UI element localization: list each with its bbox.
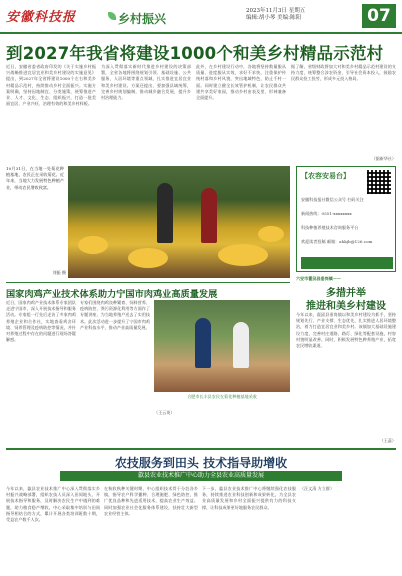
chicken-farm-photo	[154, 300, 290, 392]
article2-body: 近日，国家肉鸡产业技术体系专家团队走进宁国市，深入开展技术指导和服务活动。专家组一行先后走访了多家肉鸡养殖企业和合作社，实地查看鸡舍环境、饲养管理及疫病防控等情况，并针对养殖过程中存在的问题进行现场答疑解惑。	[6, 300, 76, 343]
lead-column-1: 近日，安徽省委省政府印发的《关于实施乡村振兴战略推进宜居宜业和美乡村建设的实施意见》提出，到2027年全省将建设1000个左右和美乡村精品示范村，持续推动乡村全面振兴。实施方案明确，坚持因地制宜、分类施策，统筹推进产业、人才、文化、生态、组织振兴，打造一批美丽宜居、产业兴旺、治理有效的和美乡村样板。	[6, 64, 96, 107]
article3-title-line2: 推进和美乡村建设	[306, 301, 386, 312]
info-panel-footer-bar	[301, 257, 393, 269]
article2-more: （王云英）	[154, 410, 175, 415]
info-line-2: 新闻热线：0551-xxxxxxxx	[301, 211, 352, 216]
page-number: 07	[362, 4, 396, 28]
info-panel	[296, 166, 396, 272]
bottom-column-3: 下一步，歙县农业技术推广中心将继续强化农技服务，持续推进农业科技创新和成果转化，为全县农业高质量发展和乡村全面振兴提供有力的科技支撑，让科技成果更好地服务农民群众。	[202, 486, 296, 510]
lead-credit: （据新华社）	[371, 156, 396, 161]
photo-credit: 刘振 摄	[52, 270, 66, 275]
lead-column-3: 此外，在乡村建设行动中，各地将坚持数量服从质量、进度服从实效，求好不求快，注重保护传统村落和乡村风貌，突出地域特色，防止千村一面。同时建立健全长效管护机制，让农民群众共建共享美好家园，推动乡村由表及里、形神兼备全面提升。	[196, 64, 286, 101]
info-line-1: 安徽科技报社微信公众号 扫码关注	[301, 197, 364, 202]
banner-rule	[6, 448, 396, 450]
lead-column-4: 据了解，省级财政将加大对和美乡村精品示范村建设的支持力度，统筹整合涉农资金，引导社会资本投入，鼓励农民群众投工投劳，形成多元投入格局。	[291, 64, 396, 82]
newspaper-logo: 安徽科技报	[6, 10, 77, 25]
chrysanthemum-harvest-photo	[68, 166, 290, 278]
photo-caption: 合肥市长丰县农民在菊花种植基地采收	[187, 394, 257, 399]
article3-body: 今年以来，霍邱县垂岗镇以和美乡村建设为抓手，坚持规划先行、产业支撑、生态优先，扎实推进人居环境整治，着力打造宜居宜业和美乡村。该镇加大基础设施建设力度，完善村庄道路、路灯、绿化等配套设施，村容村貌明显改善。同时，积极发展特色种养殖产业，拓宽农民增收渠道。	[296, 312, 396, 349]
info-panel-header: 【农容安易台】	[301, 172, 350, 180]
lead-headline: 到2027年我省将建设1000个和美乡村精品示范村	[6, 44, 384, 63]
issue-editors: 编辑:胡小琴 美编:陈阳	[246, 15, 301, 21]
issue-date: 2023年11月3日 星期五	[246, 8, 306, 14]
photo-intro-text: 10月31日，在当地一处菊花种植基地，农民正在采收菊花。近年来，当地大力发展特色种植产业，带动农民增收致富。	[6, 166, 64, 190]
info-line-4: 欢迎读者投稿 邮箱：ahkjb@126.com	[301, 239, 373, 244]
info-line-3: 科技种植养殖技术咨询服务平台	[301, 225, 359, 230]
article3-credit: （王蕊）	[379, 438, 396, 443]
bottom-column-4: （汪文清 方立群）	[300, 486, 335, 491]
bottom-column-2: 在秋收秋种关键时期，中心组织技术骨干分赴各乡镇，指导农户科学播种、合理施肥、绿色防控，推广优良品种和先进适用技术，提高农业生产效益。同时加强农业社会化服务体系建设，扶持壮大新型农业经营主体。	[104, 486, 198, 516]
bottom-column-1: 今年以来，歙县农业技术推广中心深入贯彻落实乡村振兴战略部署，组织农技人员深入田间地头，开展技术指导和服务，及时解决农民生产中遇到的难题，助力粮食稳产增收。中心采取集中培训与田间指导相结合的方式，累计开展各类培训班数十期，受益农户数千人次。	[6, 486, 100, 523]
article3-title-line1: 多措并举	[326, 288, 366, 299]
issue-meta	[246, 8, 358, 22]
article3-kicker: 六安市霍邱县垂岗镇——	[296, 276, 342, 281]
lead-column-2: 为深入贯彻落实新时代推进乡村建设的决策部署，全省各地将围绕规划引领、基础设施、公共服务、人居环境等重点领域，扎实推进宜居宜业和美乡村建设。方案还提出，要加强县域统筹，完善乡村规划编制，推动城乡融合发展，提升乡村治理能力。	[101, 64, 191, 101]
divider	[6, 282, 290, 283]
section-title: 乡村振兴	[118, 12, 167, 26]
qr-code	[367, 170, 391, 194]
article2-title: 国家肉鸡产业技术体系助力宁国市肉鸡业高质量发展	[6, 289, 218, 300]
article2-body-2: 专家们围绕肉鸡良种繁育、饲料营养、疫病防控、粪污资源化利用等方面作了专题讲座，为当地养殖户送去了实用技术。此次活动进一步提升了宁国市肉鸡产业科技水平，推动产业高质量发展。	[80, 300, 150, 330]
banner-subtitle: 歙县农业技术推广中心助力全县农业高质量发展	[137, 472, 264, 479]
banner-title: 农技服务到田头 技术指导助增收	[114, 456, 288, 470]
